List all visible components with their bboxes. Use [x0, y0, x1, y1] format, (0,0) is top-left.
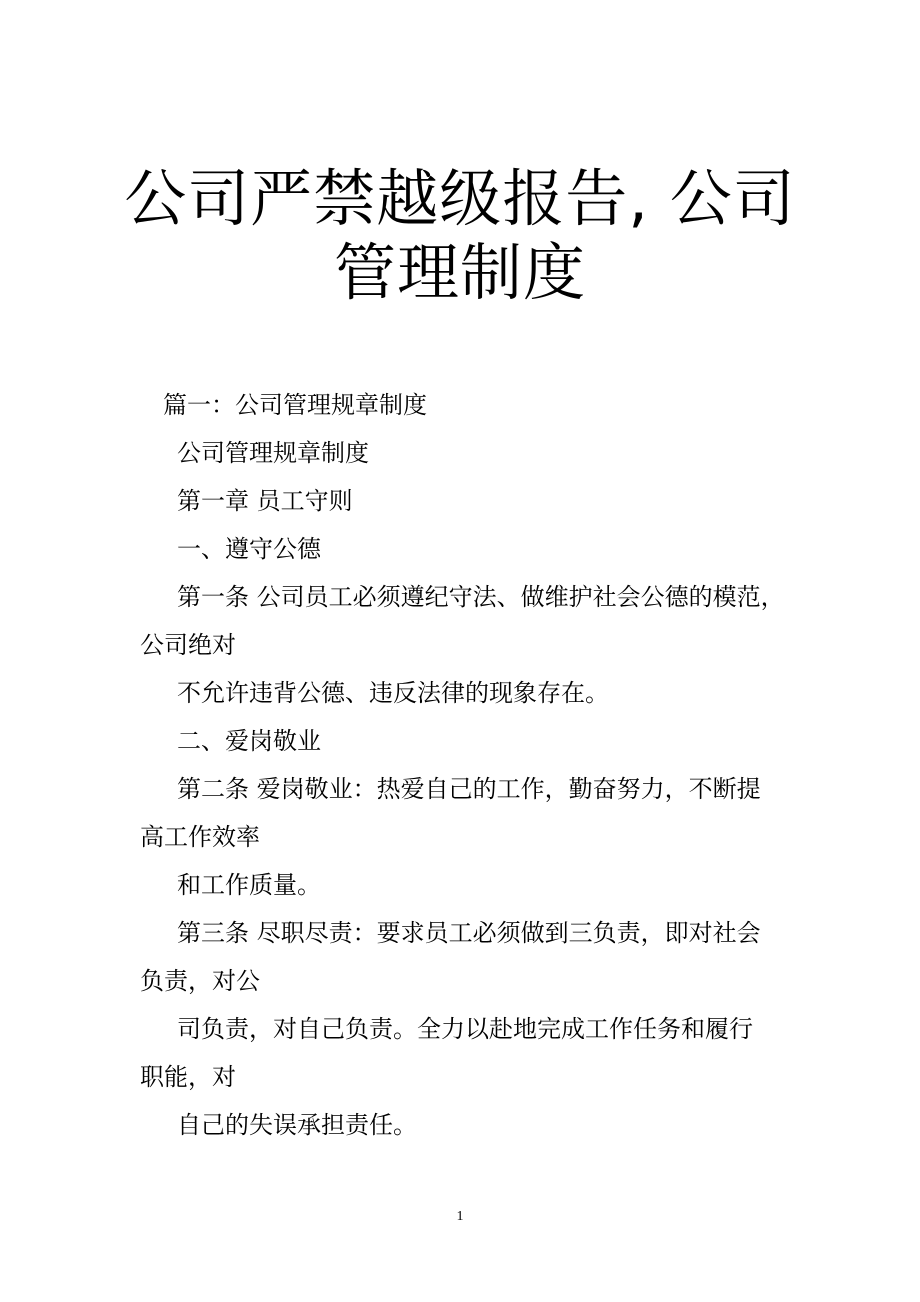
text-line: 第一条 公司员工必须遵纪守法、做维护社会公德的模范， — [177, 583, 785, 611]
document-title-line-1: 公司严禁越级报告, 公司 — [124, 162, 796, 235]
subsection-heading: 一、遵守公德 — [177, 535, 321, 563]
text-line: 司负责，对自己负责。全力以赴地完成工作任务和履行 — [177, 1015, 753, 1043]
text-line: 公司管理规章制度 — [177, 439, 369, 467]
text-line: 不允许违背公德、违反法律的现象存在。 — [177, 679, 609, 707]
section-heading: 篇一：公司管理规章制度 — [163, 391, 427, 419]
text-line: 第二条 爱岗敬业：热爱自己的工作，勤奋努力，不断提 — [177, 775, 761, 803]
page-number: 1 — [456, 1209, 464, 1224]
text-line: 公司绝对 — [140, 631, 236, 659]
text-line: 职能，对 — [140, 1063, 236, 1091]
text-line: 自己的失误承担责任。 — [177, 1111, 417, 1139]
text-line: 和工作质量。 — [177, 871, 321, 899]
chapter-heading: 第一章 员工守则 — [177, 487, 353, 515]
text-line: 负责，对公 — [140, 967, 260, 995]
subsection-heading: 二、爱岗敬业 — [177, 727, 321, 755]
document-title-line-2: 管理制度 — [333, 236, 586, 309]
text-line: 高工作效率 — [140, 823, 260, 851]
text-line: 第三条 尽职尽责：要求员工必须做到三负责，即对社会 — [177, 919, 761, 947]
